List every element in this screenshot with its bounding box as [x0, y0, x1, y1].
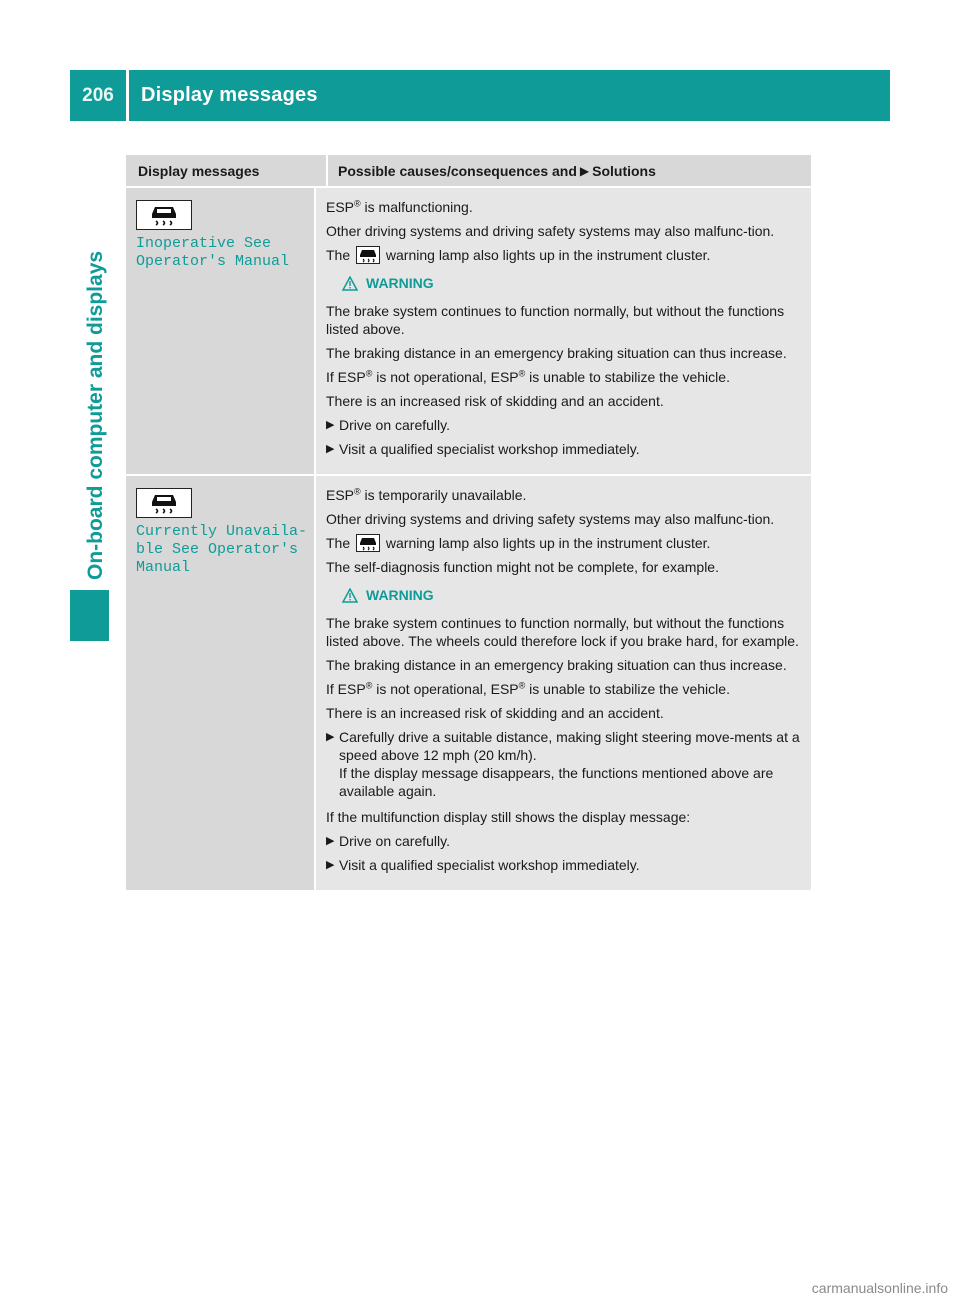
- status-line: ESP® is temporarily unavailable.: [326, 486, 527, 503]
- table-row: [126, 476, 811, 892]
- arrow-right-icon: ▶: [326, 419, 335, 431]
- display-message-text: Inoperative See Operator's Manual: [136, 235, 290, 270]
- warning-heading: WARNING: [342, 586, 803, 604]
- text-paragraph: The braking distance in an emergency braking situation can thus increase.: [326, 657, 787, 673]
- arrow-right-icon: ▶: [326, 835, 335, 847]
- text-paragraph: The brake system continues to function normally, but without the functions listed above.: [326, 303, 785, 337]
- text-paragraph: There is an increased risk of skidding and an accident.: [326, 393, 664, 409]
- warning-heading: WARNING: [342, 274, 803, 292]
- instruction-item: ▶ Drive on carefully.: [326, 833, 451, 849]
- text-paragraph: If ESP® is not operational, ESP® is unable to stabilize the vehicle.: [326, 368, 730, 385]
- chapter-side-title: On-board computer and displays: [84, 250, 107, 580]
- text-paragraph: The self-diagnosis function might not be complete, for example.: [326, 559, 719, 575]
- message-cell: [126, 476, 314, 890]
- table-row: [126, 188, 811, 476]
- text-paragraph: There is an increased risk of skidding and an accident.: [326, 705, 664, 721]
- warning-triangle-icon: [342, 276, 358, 291]
- instruction-item: ▶ Carefully drive a suitable distance, making slight steering move-ments at a speed above 12 mph (20 km/h). If the display message disappears, the functions mentioned above are available again.: [326, 729, 800, 799]
- lamp-line: The warning lamp also lights up in the instrument cluster.: [326, 247, 711, 263]
- message-cell: [126, 188, 314, 474]
- esp-warning-icon: [136, 200, 192, 230]
- instruction-item: ▶ Visit a qualified specialist workshop immediately.: [326, 857, 640, 873]
- table-header: [126, 155, 811, 188]
- arrow-right-icon: ▶: [326, 443, 335, 455]
- col-header-display-messages: Display messages: [138, 162, 260, 179]
- chapter-tab-block: [70, 590, 109, 641]
- solution-cell: [314, 476, 811, 890]
- col-header-causes: Possible causes/consequences and: [338, 162, 577, 179]
- watermark-text: carmanualsonline.info: [811, 1280, 948, 1296]
- arrow-right-icon: ▶: [326, 731, 335, 743]
- page-number: 206: [82, 84, 114, 106]
- esp-warning-lamp-icon: [356, 534, 380, 552]
- col-header-solutions: Solutions: [592, 162, 656, 179]
- instruction-item: ▶ Visit a qualified specialist workshop immediately.: [326, 441, 640, 457]
- text-paragraph: If the multifunction display still shows the display message:: [326, 809, 691, 825]
- text-paragraph: Other driving systems and driving safety systems may also malfunc-tion.: [326, 511, 775, 527]
- text-paragraph: The braking distance in an emergency braking situation can thus increase.: [326, 345, 787, 361]
- instruction-item: ▶ Drive on carefully.: [326, 417, 451, 433]
- display-message-text: Currently Unavaila‐ ble See Operator's Manual: [136, 523, 308, 576]
- header-divider: [126, 70, 129, 121]
- display-messages-table: [126, 155, 811, 892]
- status-line: ESP® is malfunctioning.: [326, 198, 473, 215]
- esp-warning-icon: [136, 488, 192, 518]
- page-title: Display messages: [141, 84, 318, 106]
- text-paragraph: If ESP® is not operational, ESP® is unable to stabilize the vehicle.: [326, 680, 730, 697]
- warning-triangle-icon: [342, 588, 358, 603]
- esp-warning-lamp-icon: [356, 246, 380, 264]
- arrow-right-icon: ▶: [326, 859, 335, 871]
- text-paragraph: Other driving systems and driving safety systems may also malfunc-tion.: [326, 223, 775, 239]
- col-header-causes-solutions: [326, 155, 811, 186]
- text-paragraph: The brake system continues to function normally, but without the functions listed above. The wheels could therefore lock if you brake hard, for example.: [326, 615, 799, 649]
- lamp-line: The warning lamp also lights up in the instrument cluster.: [326, 535, 711, 551]
- solution-cell: [314, 188, 811, 474]
- arrow-right-icon: ▶: [579, 163, 590, 178]
